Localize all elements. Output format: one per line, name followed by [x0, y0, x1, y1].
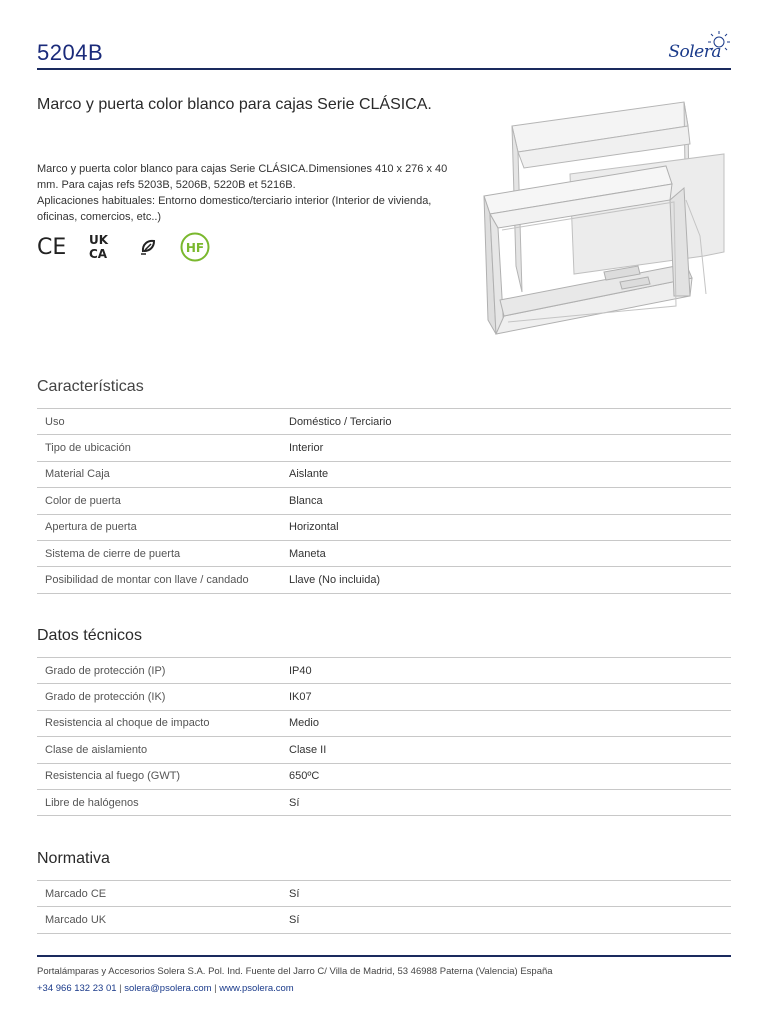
table-row	[37, 710, 731, 736]
section-title-datos-tecnicos: Datos técnicos	[37, 627, 142, 644]
email-link[interactable]: solera@psolera.com	[124, 983, 212, 994]
spec-key: Uso	[45, 415, 65, 428]
table-row	[37, 789, 731, 815]
product-code: 5204B	[37, 40, 104, 65]
solera-logo	[667, 30, 731, 64]
page-header	[37, 38, 731, 70]
spec-key: Libre de halógenos	[45, 796, 139, 809]
table-row	[37, 567, 731, 593]
spec-value: Sí	[289, 914, 300, 927]
spec-value: Interior	[289, 442, 324, 455]
spec-value: Aislante	[289, 468, 329, 481]
spec-key: Sistema de cierre de puerta	[45, 547, 181, 560]
spec-key: Posibilidad de montar con llave / candado	[45, 574, 249, 587]
product-description	[37, 161, 457, 225]
spec-value: Llave (No incluida)	[289, 574, 381, 587]
spec-key: Resistencia al choque de impacto	[45, 717, 210, 730]
table-row	[37, 658, 731, 684]
spec-value: IK07	[289, 691, 312, 704]
spec-key: Clase de aislamiento	[45, 743, 148, 756]
caracteristicas-table	[37, 408, 731, 594]
product-image	[478, 96, 740, 340]
table-row	[37, 461, 731, 487]
description-line: Aplicaciones habituales: Entorno domestico/terciario interior (Interior de vivienda, oficinas, comercios, etc..)	[37, 195, 432, 223]
ukca-top-text: UK	[89, 233, 109, 247]
web-link[interactable]: www.psolera.com	[219, 983, 294, 994]
phone-link[interactable]: +34 966 132 23 01	[37, 983, 117, 994]
spec-key: Material Caja	[45, 468, 110, 481]
spec-value: Doméstico / Terciario	[289, 415, 392, 428]
contact-line	[37, 983, 294, 994]
table-row	[37, 737, 731, 763]
company-address: Portalámparas y Accesorios Solera S.A. Pol. Ind. Fuente del Jarro C/ Villa de Madrid, 53 46988 Paterna (Valencia) España	[37, 966, 553, 977]
ukca-mark-icon	[89, 232, 115, 260]
hf-text: HF	[185, 241, 205, 255]
ukca-bottom-text: CA	[89, 247, 108, 260]
spec-value: Sí	[289, 796, 300, 809]
spec-value: Clase II	[289, 743, 327, 756]
spec-key: Color de puerta	[45, 494, 121, 507]
logo-text: Solera	[668, 42, 721, 62]
spec-key: Tipo de ubicación	[45, 442, 131, 455]
table-row	[37, 409, 731, 435]
spec-value: Sí	[289, 887, 300, 900]
spec-key: Marcado CE	[45, 887, 107, 900]
ce-mark-text: CE	[37, 235, 67, 260]
separator: |	[119, 983, 122, 994]
separator: |	[214, 983, 217, 994]
product-title: Marco y puerta color blanco para cajas Serie CLÁSICA.	[37, 96, 432, 113]
description-line: Marco y puerta color blanco para cajas Serie CLÁSICA.Dimensiones 410 x 276 x 40 mm. Para cajas refs 5203B, 5206B, 5220B et 5216B.	[37, 163, 448, 191]
table-row	[37, 907, 731, 933]
section-title-caracteristicas: Características	[37, 378, 144, 395]
spec-key: Apertura de puerta	[45, 521, 137, 534]
table-row	[37, 435, 731, 461]
halogen-free-icon	[179, 232, 211, 262]
spec-key: Resistencia al fuego (GWT)	[45, 770, 181, 783]
spec-value: Horizontal	[289, 521, 339, 534]
section-title-normativa: Normativa	[37, 850, 110, 867]
spec-key: Grado de protección (IK)	[45, 691, 166, 704]
recycle-leaf-icon	[138, 232, 158, 260]
table-row	[37, 763, 731, 789]
normativa-table	[37, 880, 731, 934]
table-row	[37, 881, 731, 907]
spec-value: Maneta	[289, 547, 326, 560]
table-row	[37, 540, 731, 566]
spec-value: IP40	[289, 664, 312, 677]
certification-marks	[37, 232, 237, 264]
spec-key: Grado de protección (IP)	[45, 664, 166, 677]
spec-key: Marcado UK	[45, 914, 107, 927]
ce-mark-icon	[37, 232, 69, 260]
page-footer	[37, 955, 731, 994]
datos-tecnicos-table	[37, 657, 731, 816]
spec-value: 650ºC	[289, 770, 320, 783]
table-row	[37, 488, 731, 514]
table-row	[37, 684, 731, 710]
spec-value: Medio	[289, 717, 319, 730]
table-row	[37, 514, 731, 540]
spec-value: Blanca	[289, 494, 323, 507]
